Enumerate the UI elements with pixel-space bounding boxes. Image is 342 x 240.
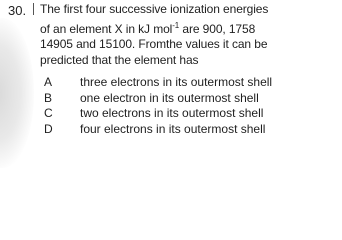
option-d[interactable]: [44, 122, 265, 138]
question-number: 30.: [8, 3, 27, 18]
option-text: one electron in its outermost shell: [80, 90, 259, 105]
page-shadow: [0, 18, 34, 168]
margin-rule: [33, 3, 34, 15]
unit-superscript: -1: [172, 20, 180, 30]
stem-line-3: 14905 and 15100. Fromthe values it can be: [40, 37, 268, 52]
stem-line-2-values: are 900, 1758: [182, 21, 256, 36]
question-stem: [40, 2, 340, 68]
stem-line-2: [40, 18, 340, 38]
option-letter: A: [44, 75, 53, 89]
option-b[interactable]: [44, 91, 259, 107]
stem-line-1: The first four successive ionization energies: [40, 2, 269, 16]
option-letter: D: [44, 121, 53, 136]
option-text: three electrons in its outermost shell: [80, 75, 273, 89]
option-text: four electrons in its outermost shell: [80, 121, 266, 136]
stem-line-4: predicted that the element has: [40, 52, 199, 67]
option-a[interactable]: [44, 75, 272, 91]
option-letter: B: [44, 90, 53, 105]
option-c[interactable]: [44, 106, 263, 122]
stem-line-2-text: of an element X in kJ mol: [40, 21, 173, 36]
option-letter: C: [44, 106, 53, 121]
option-text: two electrons in its outermost shell: [80, 106, 264, 121]
